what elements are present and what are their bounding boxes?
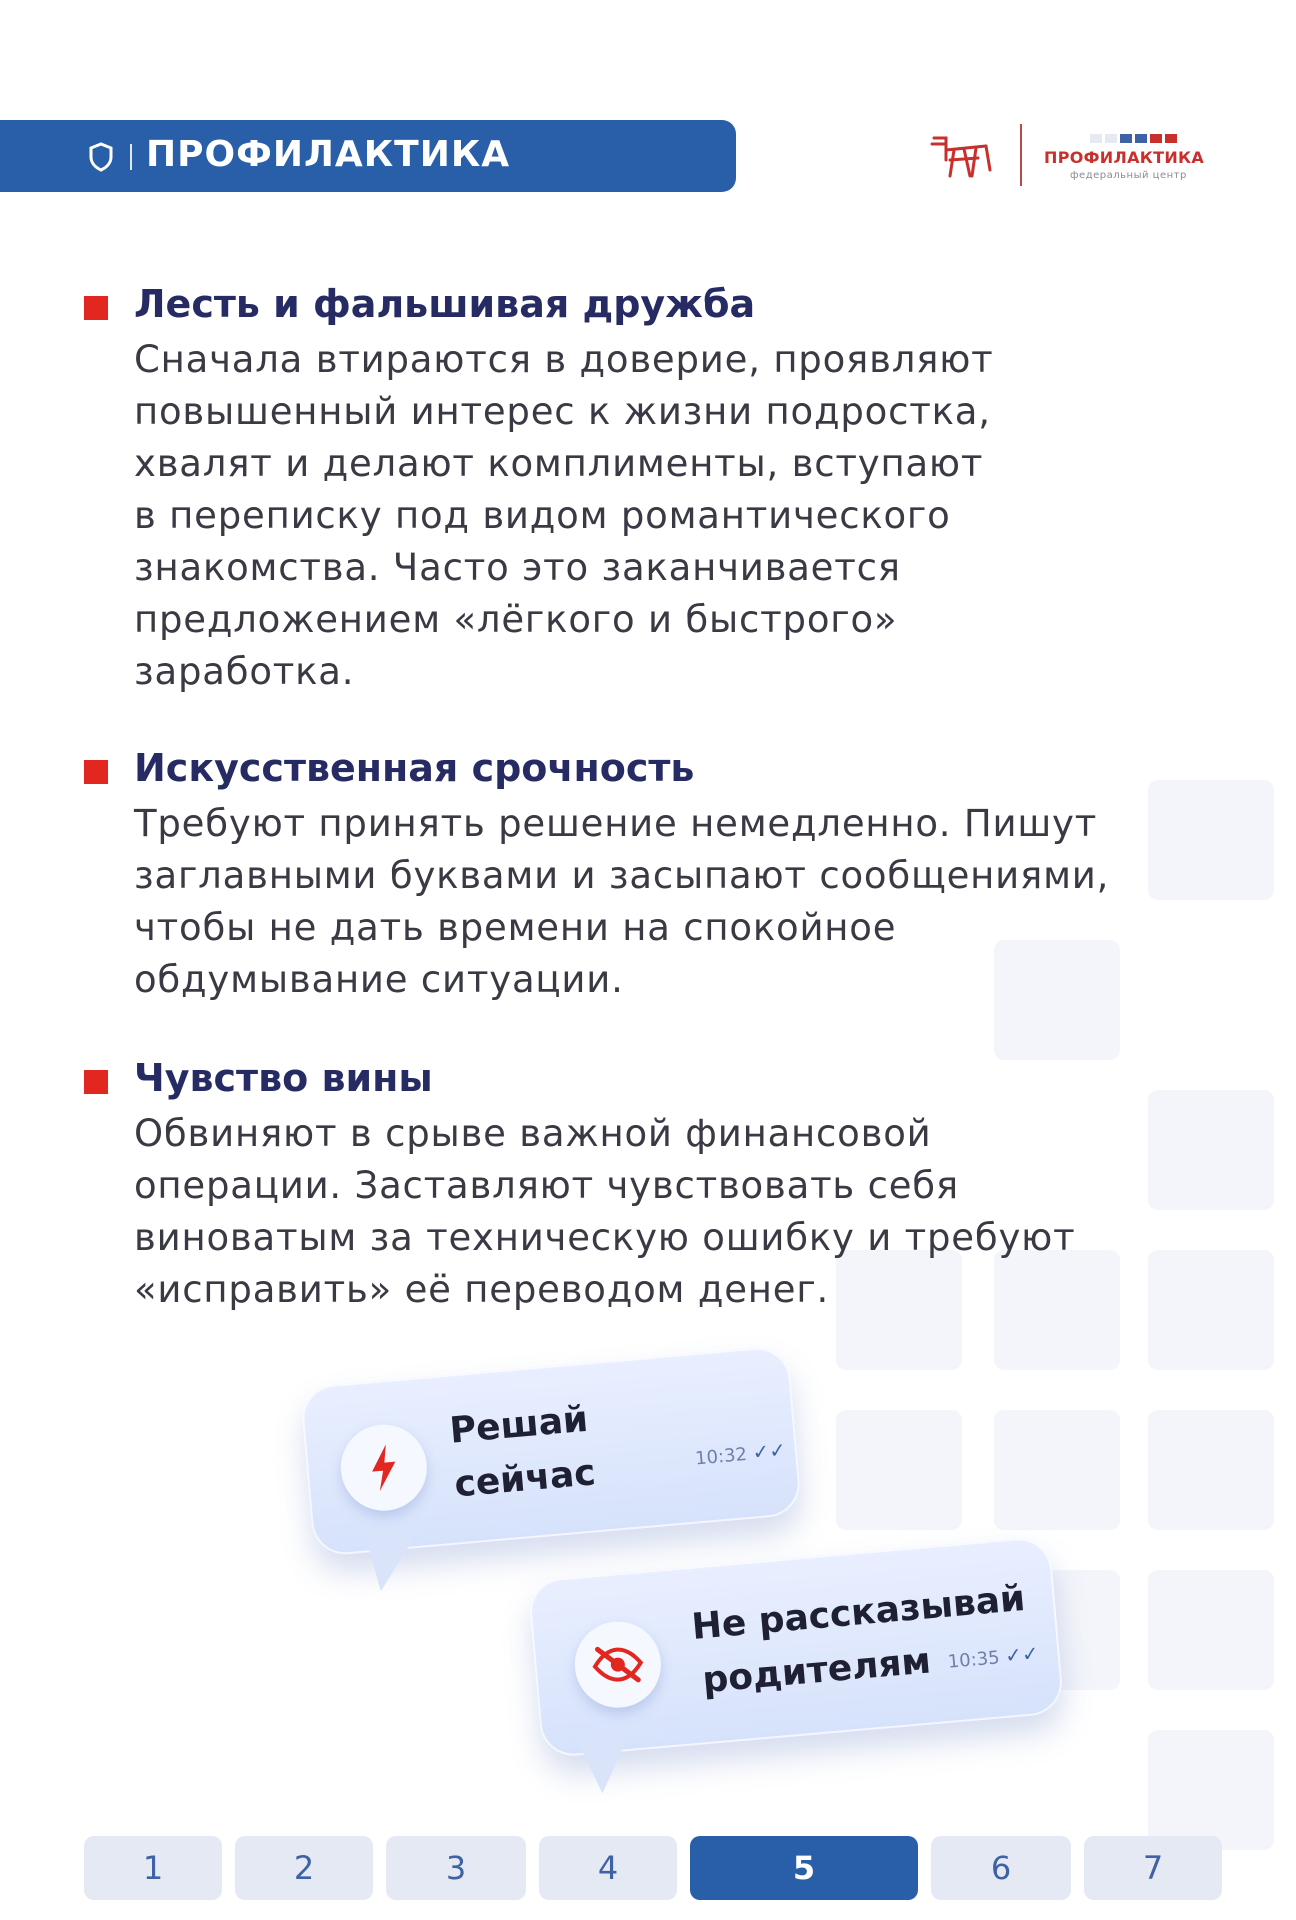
message-text bbox=[448, 1393, 598, 1513]
section-title: Лесть и фальшивая дружба bbox=[134, 282, 756, 326]
body-line: Обвиняют в срыве важной финансовой bbox=[134, 1112, 932, 1155]
chat-bubble-dont-tell-parents bbox=[527, 1536, 1065, 1759]
deer-emblem-icon bbox=[930, 130, 994, 180]
message-time-text: 10:32 bbox=[694, 1443, 748, 1470]
red-square-bullet bbox=[84, 296, 108, 320]
body-line: чтобы не дать времени на спокойное bbox=[134, 906, 897, 949]
lightning-icon bbox=[337, 1421, 430, 1514]
bubble-tail bbox=[364, 1528, 425, 1593]
double-check-icon: ✓✓ bbox=[751, 1437, 787, 1465]
logo-brand-text: ПРОФИЛАКТИКА bbox=[1044, 148, 1205, 167]
message-text bbox=[690, 1572, 1032, 1709]
header-banner bbox=[0, 120, 736, 192]
red-square-bullet bbox=[84, 1070, 108, 1094]
body-line: знакомства. Часто это заканчивается bbox=[134, 546, 901, 589]
body-line: Сначала втираются в доверие, проявляют bbox=[134, 338, 994, 381]
red-square-bullet bbox=[84, 760, 108, 784]
section-title: Искусственная срочность bbox=[134, 746, 695, 790]
message-line: Решай bbox=[448, 1398, 590, 1452]
body-line: в переписку под видом романтического bbox=[134, 494, 951, 537]
page-button-3[interactable]: 3 bbox=[386, 1836, 526, 1900]
section-body bbox=[134, 798, 1254, 1006]
page-button-1[interactable]: 1 bbox=[84, 1836, 222, 1900]
eye-crossed-icon-circle bbox=[571, 1618, 664, 1711]
double-check-icon: ✓✓ bbox=[1004, 1640, 1040, 1668]
body-line: заработка. bbox=[134, 650, 355, 693]
profilaktika-logo bbox=[930, 124, 1230, 190]
message-time-text: 10:35 bbox=[946, 1647, 1001, 1673]
body-line: предложением «лёгкого и быстрого» bbox=[134, 598, 898, 641]
eye-crossed-icon bbox=[571, 1618, 664, 1711]
body-line: Требуют принять решение немедленно. Пишут bbox=[134, 802, 1098, 845]
body-line: «исправить» её переводом денег. bbox=[134, 1268, 830, 1311]
page-button-7[interactable]: 7 bbox=[1084, 1836, 1222, 1900]
body-line: операции. Заставляют чувствовать себя bbox=[134, 1164, 959, 1207]
lightning-icon-circle bbox=[337, 1421, 430, 1514]
body-line: хвалят и делают комплименты, вступают bbox=[134, 442, 984, 485]
banner-separator bbox=[130, 144, 132, 170]
shield-icon bbox=[88, 142, 114, 172]
logo-divider bbox=[1020, 124, 1022, 186]
message-line: родителям bbox=[700, 1640, 933, 1702]
body-line: заглавными буквами и засыпают сообщениями, bbox=[134, 854, 1110, 897]
section-body bbox=[134, 1108, 1254, 1316]
page-button-2[interactable]: 2 bbox=[235, 1836, 373, 1900]
page-button-4[interactable]: 4 bbox=[539, 1836, 677, 1900]
body-line: повышенный интерес к жизни подростка, bbox=[134, 390, 991, 433]
chat-bubble-decide-now bbox=[300, 1345, 803, 1557]
banner-title: ПРОФИЛАКТИКА bbox=[146, 134, 511, 175]
page-button-5-active[interactable]: 5 bbox=[690, 1836, 918, 1900]
message-line: сейчас bbox=[452, 1452, 598, 1506]
bubble-tail bbox=[575, 1731, 636, 1796]
logo-flag-stripes bbox=[1090, 134, 1177, 143]
message-line: Не рассказывай bbox=[690, 1577, 1027, 1648]
logo-subtitle: федеральный центр bbox=[1070, 170, 1187, 181]
message-time bbox=[694, 1438, 787, 1470]
body-line: обдумывание ситуации. bbox=[134, 958, 624, 1001]
section-body bbox=[134, 334, 1254, 698]
body-line: виноватым за техническую ошибку и требуют bbox=[134, 1216, 1076, 1259]
page-button-6[interactable]: 6 bbox=[931, 1836, 1071, 1900]
section-title: Чувство вины bbox=[134, 1056, 433, 1100]
